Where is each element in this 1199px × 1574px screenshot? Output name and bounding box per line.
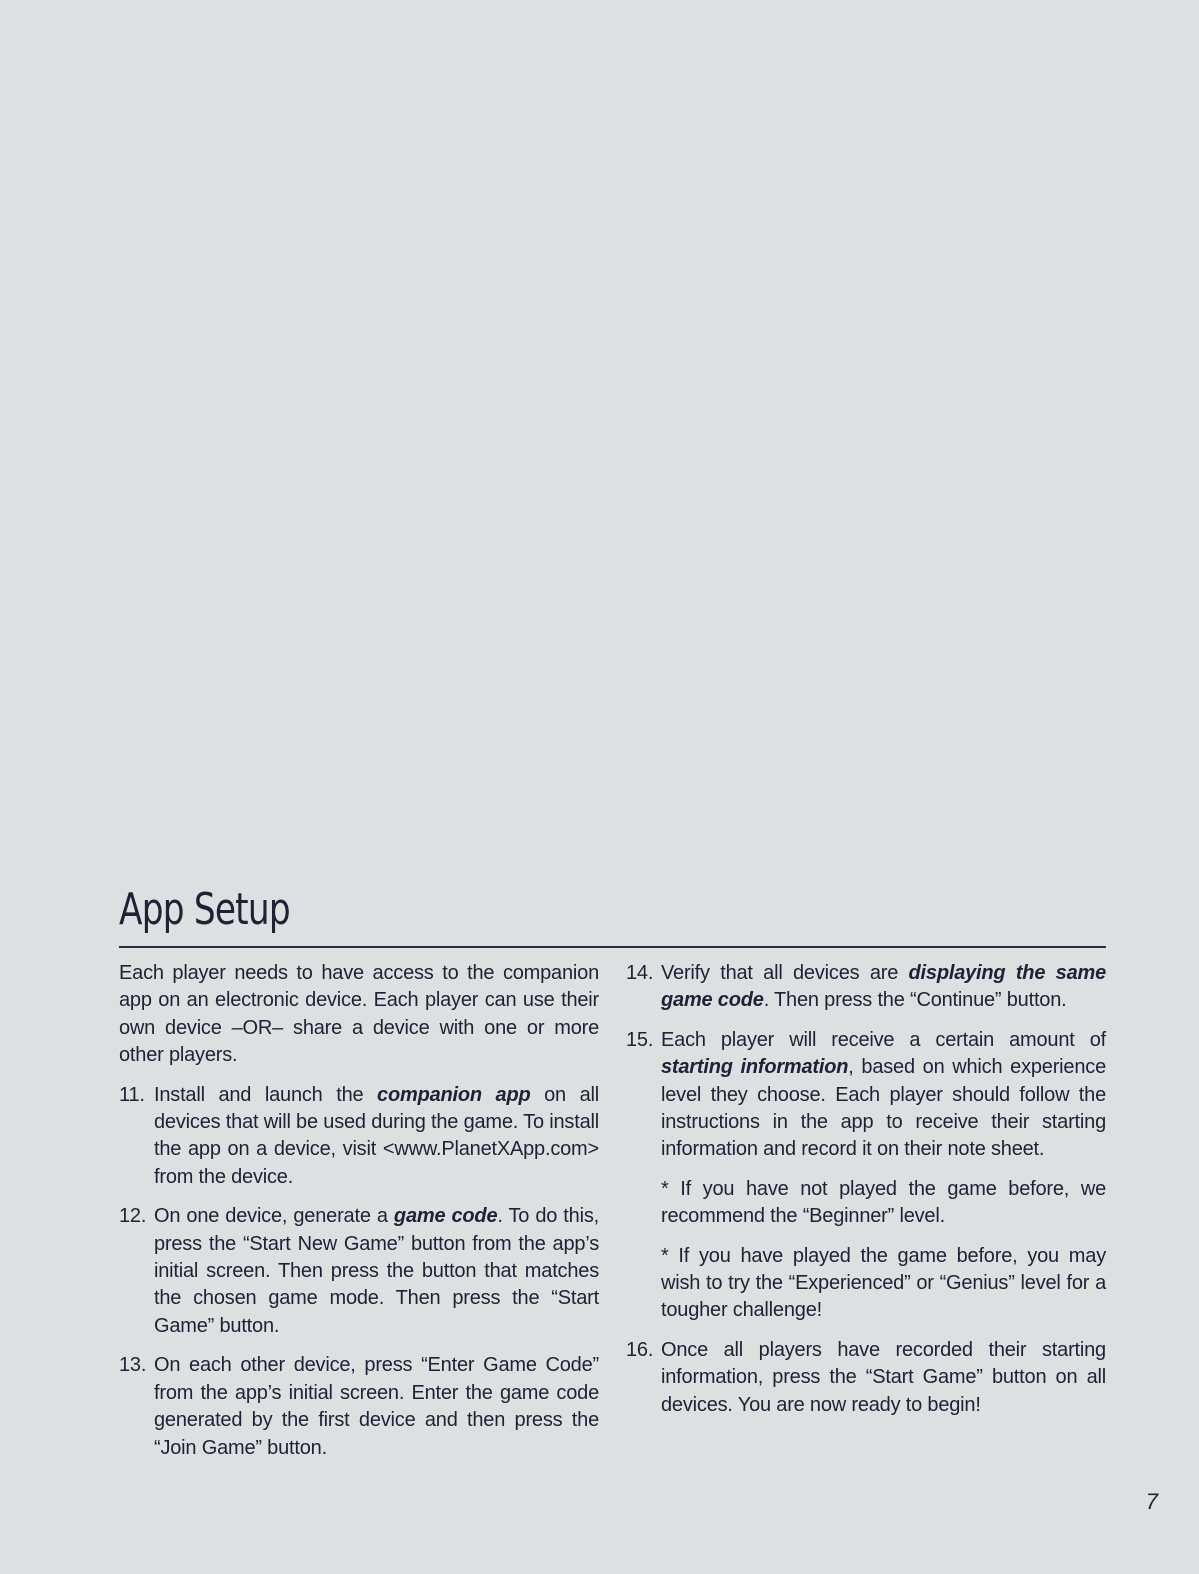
right-column <box>626 960 1106 1474</box>
step-text: Once all players have recorded their starting information, press the “Start Game” button on all devices. You are now ready to begin! <box>661 1338 1106 1416</box>
step-item <box>626 1337 1106 1419</box>
step-number: 11. <box>119 1083 145 1106</box>
step-emphasis: companion app <box>377 1083 531 1106</box>
left-column <box>119 960 599 1474</box>
beginner-note: * If you have not played the game before, we recommend the “Beginner” level. <box>661 1177 1106 1228</box>
title-divider <box>119 946 1106 948</box>
step-number: 14. <box>626 962 654 984</box>
step-text: On one device, generate a <box>154 1205 394 1228</box>
step-item <box>119 1082 599 1192</box>
step-text: Install and launch the <box>154 1083 378 1106</box>
steps-list-right <box>626 960 1106 1419</box>
step-number: 12. <box>119 1205 147 1228</box>
step-number: 16. <box>626 1338 654 1361</box>
content-columns <box>119 960 1106 1474</box>
step-emphasis: starting information <box>661 1056 849 1079</box>
step-text: On each other device, press “Enter Game Code” from the app’s initial screen. Enter the game code generated by the first device and then press the “Join Game” button. <box>154 1354 599 1459</box>
page-number: 7 <box>1145 1489 1158 1514</box>
step-item <box>119 1352 599 1462</box>
step-text: . To do this, press the “Start New Game” button from the app’s initial screen. Then press the button that matches the chosen game mode. Then press the “Start Game” button. <box>154 1205 599 1337</box>
steps-list-left <box>119 1082 599 1462</box>
app-setup-section <box>119 880 1106 1474</box>
step-text: . Then press the “Continue” button. <box>763 989 1067 1012</box>
step-text: Each player will receive a certain amount of <box>661 1028 1106 1051</box>
step-item <box>626 1027 1106 1325</box>
step-emphasis: displaying the same game code <box>661 962 1106 1012</box>
step-text: on all devices that will be used during the game. To install the app on a device, visit <www.PlanetXApp.com> from the device. <box>154 1083 599 1188</box>
step-item <box>119 1203 599 1340</box>
step-item <box>626 960 1106 1015</box>
experienced-note: * If you have played the game before, you may wish to try the “Experienced” or “Genius” level for a tougher challenge! <box>661 1244 1106 1322</box>
step-text: , based on which experience level they choose. Each player should follow the instructions in the app to receive their starting information and record it on their note sheet. <box>661 1056 1106 1161</box>
step-number: 15. <box>626 1028 654 1051</box>
section-title: App Setup <box>119 884 290 935</box>
step-number: 13. <box>119 1354 147 1377</box>
step-emphasis: game code <box>393 1205 498 1228</box>
step-text: Verify that all devices are <box>661 962 909 984</box>
intro-paragraph: Each player needs to have access to the companion app on an electronic device. Each player can use their own device –OR– share a device with one or more other players. <box>119 962 599 1067</box>
